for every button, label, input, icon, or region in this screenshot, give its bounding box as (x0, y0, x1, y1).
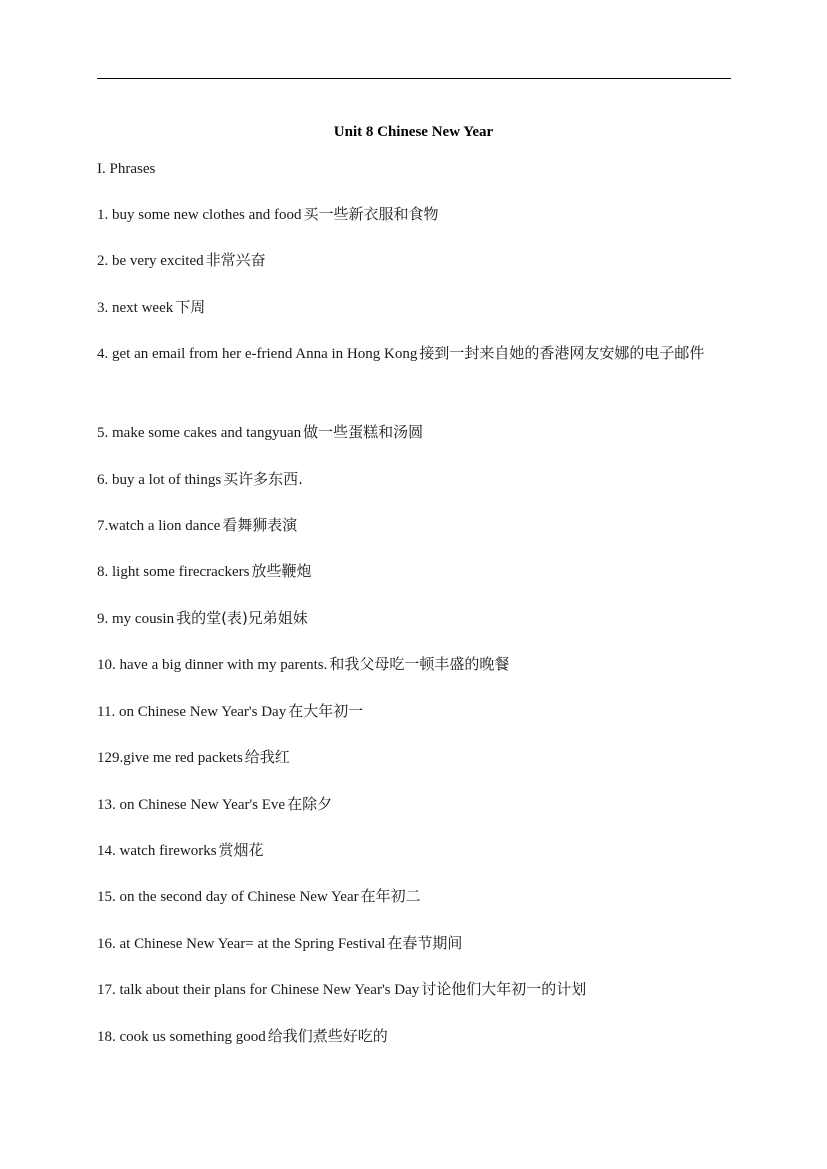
page-title: Unit 8 Chinese New Year (333, 124, 494, 140)
phrase-chinese: 接到一封来自她的香港网友安娜的电子邮件 (419, 344, 705, 362)
phrase-item (97, 245, 731, 276)
phrase-english: 5. make some cakes and tangyuan (97, 425, 302, 441)
phrase-item (97, 835, 731, 866)
phrase-chinese: 给我红 (244, 748, 290, 766)
phrase-chinese: 在春节期间 (387, 934, 463, 952)
phrase-item (97, 649, 731, 680)
phrase-chinese: 买一些新衣服和食物 (303, 205, 439, 223)
phrase-item (97, 510, 731, 541)
phrase-chinese: 非常兴奋 (205, 251, 266, 269)
phrase-chinese: 给我们煮些好吃的 (267, 1027, 388, 1045)
phrase-english: 16. at Chinese New Year= at the Spring Festival (97, 936, 386, 952)
phrase-english: 3. next week (97, 300, 174, 316)
phrase-item (97, 789, 731, 820)
phrase-english: 11. on Chinese New Year's Day (97, 704, 287, 720)
phrase-chinese: 和我父母吃一顿丰盛的晚餐 (329, 655, 510, 673)
phrase-chinese: 买许多东西. (223, 470, 303, 488)
phrase-chinese: 赏烟花 (218, 841, 264, 859)
phrase-english: 18. cook us something good (97, 1029, 266, 1045)
phrase-english: 9. my cousin (97, 611, 175, 627)
phrase-chinese: 讨论他们大年初一的计划 (421, 980, 587, 998)
phrase-chinese: 在年初二 (360, 887, 421, 905)
phrase-english: 7.watch a lion dance (97, 518, 221, 534)
phrase-english: 4. get an email from her e-friend Anna in Hong Kong (97, 346, 418, 362)
phrase-english: 6. buy a lot of things (97, 472, 222, 488)
phrase-chinese: 做一些蛋糕和汤圆 (303, 423, 424, 441)
phrase-item (97, 338, 731, 369)
phrase-item (97, 556, 731, 587)
phrase-english: 10. have a big dinner with my parents. (97, 657, 328, 673)
phrase-chinese: 我的堂(表)兄弟姐妹 (176, 609, 308, 627)
phrase-chinese: 下周 (175, 298, 206, 316)
phrase-english: 14. watch fireworks (97, 843, 217, 859)
phrase-english: 13. on Chinese New Year's Eve (97, 797, 286, 813)
phrase-chinese: 放些鞭炮 (251, 562, 312, 580)
phrase-chinese: 在大年初一 (288, 702, 364, 720)
phrase-english: 2. be very excited (97, 253, 204, 269)
header-rule (97, 78, 731, 79)
phrase-item (97, 292, 731, 323)
phrase-english: 129.give me red packets (97, 750, 243, 766)
section-heading: I. Phrases (97, 161, 156, 177)
phrase-item (97, 696, 731, 727)
phrase-item (97, 417, 731, 448)
phrase-item (97, 881, 731, 912)
phrase-chinese: 看舞狮表演 (222, 516, 298, 534)
phrase-item (97, 974, 731, 1005)
phrase-item (97, 464, 731, 495)
phrase-item (97, 928, 731, 959)
phrase-english: 8. light some firecrackers (97, 564, 250, 580)
phrase-item (97, 199, 731, 230)
phrase-item (97, 1021, 731, 1052)
phrase-item (97, 603, 731, 634)
phrase-chinese: 在除夕 (287, 795, 333, 813)
phrase-english: 17. talk about their plans for Chinese New Year's Day (97, 982, 420, 998)
phrase-english: 1. buy some new clothes and food (97, 207, 302, 223)
phrase-item (97, 742, 731, 773)
phrase-english: 15. on the second day of Chinese New Year (97, 889, 359, 905)
